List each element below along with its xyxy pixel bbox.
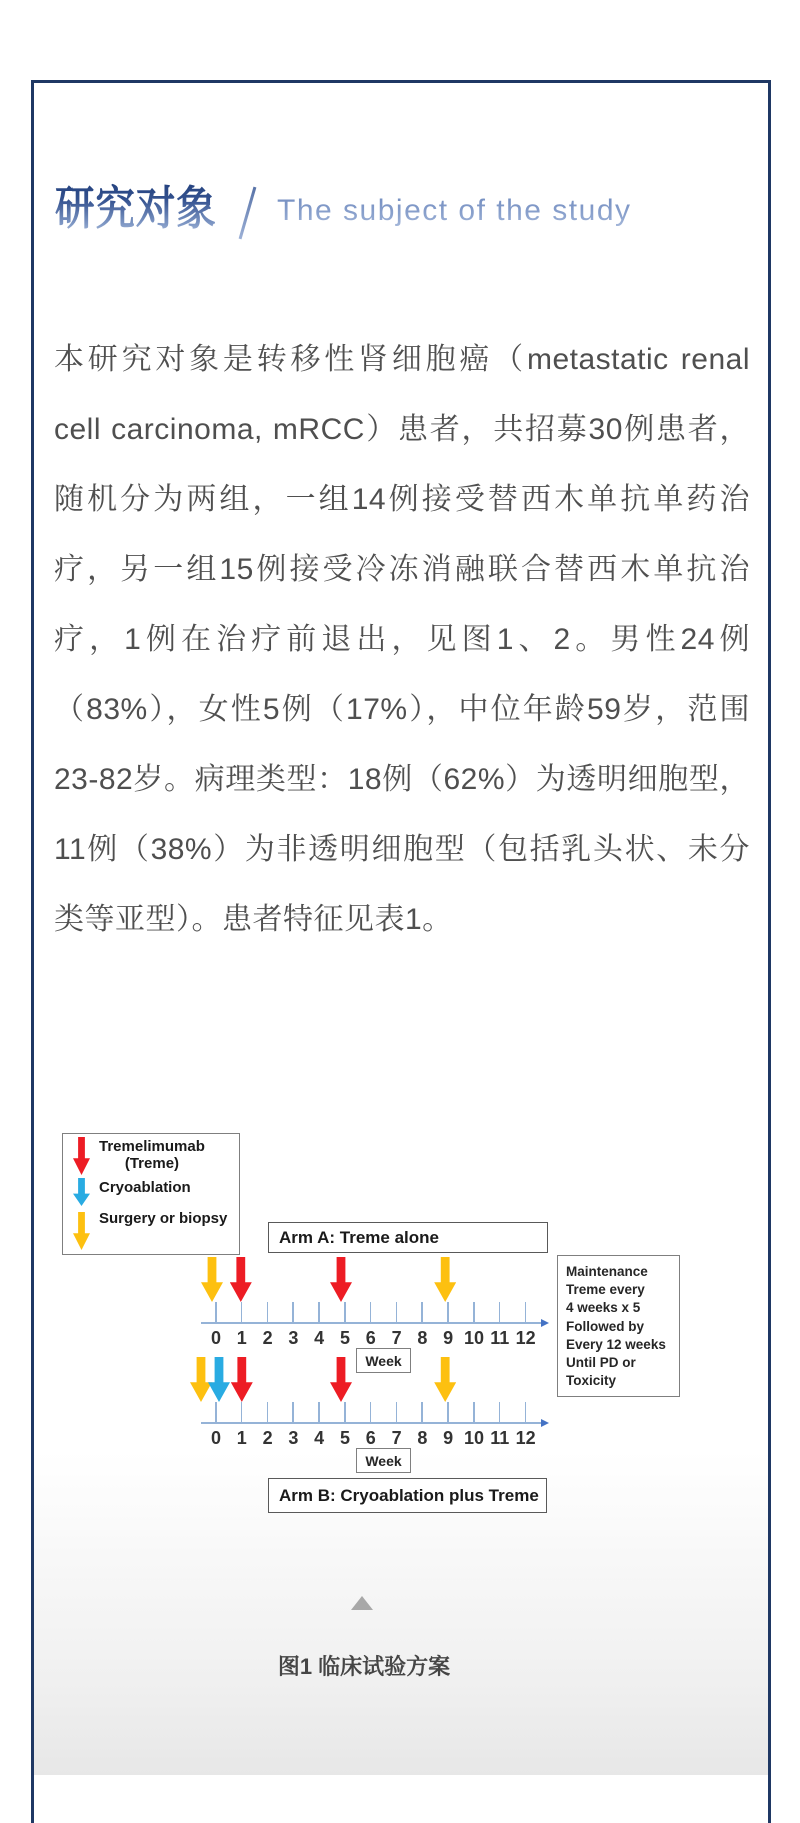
week-label-box: Week <box>356 1448 411 1473</box>
week-number-label: 1 <box>236 1328 247 1348</box>
arm-a-label-box <box>268 1222 548 1253</box>
collapse-triangle-icon <box>351 1596 373 1610</box>
legend-item <box>63 1175 239 1206</box>
timeline-tick <box>421 1402 423 1422</box>
page-title: 研究对象 <box>55 183 217 237</box>
timeline-tick <box>370 1302 372 1322</box>
week-number-label: 2 <box>262 1328 273 1348</box>
week-number-label: 0 <box>210 1328 221 1348</box>
arm-b-label: Arm B: Cryoablation plus Treme <box>279 1485 539 1505</box>
week-number-label: 3 <box>288 1428 299 1448</box>
figure-caption: 图1 临床试验方案 <box>277 1654 451 1679</box>
week-number-label: 7 <box>391 1428 402 1448</box>
timeline-axis-arrowhead-icon <box>541 1419 549 1427</box>
treme-event-arrow-icon <box>330 1357 352 1402</box>
timeline-axis <box>201 1322 541 1324</box>
title-divider-slash <box>239 187 257 240</box>
maintenance-note-line: Maintenance <box>566 1264 648 1279</box>
week-number-label: 10 <box>463 1428 485 1448</box>
maintenance-note-box <box>557 1255 680 1397</box>
week-number-label: 7 <box>391 1328 402 1348</box>
week-number-label: 12 <box>515 1428 536 1448</box>
legend-label <box>99 1179 191 1196</box>
week-number-label: 4 <box>314 1328 325 1348</box>
week-number-label: 9 <box>443 1428 454 1448</box>
timeline-tick <box>525 1302 527 1322</box>
legend-label-line: Surgery or biopsy <box>99 1210 228 1227</box>
legend-label-line: (Treme) <box>124 1155 180 1172</box>
timeline-axis <box>201 1422 541 1424</box>
timeline-tick <box>370 1402 372 1422</box>
timeline-tick <box>267 1302 269 1322</box>
timeline-tick <box>499 1302 501 1322</box>
legend-label <box>99 1210 227 1227</box>
treme-arrow-icon <box>73 1137 90 1175</box>
week-number-label: 11 <box>490 1428 510 1448</box>
cryo-event-arrow-icon <box>208 1357 230 1402</box>
maintenance-note-line: Followed by <box>566 1318 645 1334</box>
article-card <box>31 80 771 1823</box>
timeline-tick <box>292 1302 294 1322</box>
timeline-tick <box>447 1402 449 1422</box>
week-number-label: 12 <box>515 1328 536 1348</box>
timeline-tick <box>344 1402 346 1422</box>
legend-label-line: Tremelimumab <box>99 1138 205 1155</box>
week-number-label: 4 <box>314 1428 325 1448</box>
treme-event-arrow-icon <box>231 1357 253 1402</box>
week-number-label: 3 <box>288 1328 299 1348</box>
study-description-paragraph: 本研究对象是转移性肾细胞癌（metastatic renal cell carcinoma, mRCC）患者，共招募30例患者，随机分为两组，一组14例接受替西木单抗单药治疗，另一组15例接受冷冻消融联合替西木单抗治疗，1例在治疗前退出，见图1、2。男性24例（83%），女性5例（17%），中位年龄59岁，范围23-82岁。病理类型：18例（62%）为透明细胞型，11例（38%）为非透明细胞型（包括乳头状、未分类等亚型）。患者特征见表1。 <box>54 343 750 936</box>
week-number-label: 0 <box>210 1428 221 1448</box>
week-number-label: 6 <box>365 1328 376 1348</box>
legend-item <box>63 1134 239 1175</box>
week-number-label: 8 <box>417 1328 428 1348</box>
week-number-label: 1 <box>236 1428 247 1448</box>
week-number-label: 2 <box>262 1428 273 1448</box>
surgery-event-arrow-icon <box>201 1257 223 1302</box>
figure-1 <box>34 1100 768 1775</box>
arm-a-label: Arm A: Treme alone <box>279 1227 439 1247</box>
timeline-tick <box>499 1402 501 1422</box>
treme-event-arrow-icon <box>230 1257 252 1302</box>
arm-b-label-box <box>268 1478 547 1513</box>
legend-label-line: Cryoablation <box>99 1179 191 1196</box>
week-number-label: 5 <box>339 1328 350 1348</box>
timeline-axis-arrowhead-icon <box>541 1319 549 1327</box>
figure-legend <box>62 1133 240 1255</box>
timeline-tick <box>241 1302 243 1322</box>
timeline-tick <box>396 1402 398 1422</box>
week-label-box: Week <box>356 1348 411 1373</box>
timeline-tick <box>241 1402 243 1422</box>
maintenance-note-line: Treme every <box>566 1282 645 1298</box>
week-number-label: 10 <box>463 1328 485 1348</box>
timeline-tick <box>447 1302 449 1322</box>
timeline-tick <box>396 1302 398 1322</box>
week-number-label: 9 <box>443 1328 454 1348</box>
maintenance-note-line: 4 weeks x 5 <box>566 1300 641 1316</box>
surgery-event-arrow-icon <box>190 1357 212 1402</box>
page-subtitle: The subject of the study <box>277 191 632 231</box>
timeline-tick <box>525 1402 527 1422</box>
timeline-tick <box>215 1402 217 1422</box>
surgery-event-arrow-icon <box>434 1257 456 1302</box>
legend-item <box>63 1206 239 1250</box>
week-number-label: 8 <box>417 1428 428 1448</box>
timeline-tick <box>318 1302 320 1322</box>
cryo-arrow-icon <box>73 1178 90 1206</box>
timeline-tick <box>318 1402 320 1422</box>
week-number-label: 5 <box>339 1428 350 1448</box>
week-number-label: 6 <box>365 1428 376 1448</box>
timeline-tick <box>344 1302 346 1322</box>
maintenance-note-line: Until PD or <box>566 1355 636 1371</box>
surgery-arrow-icon <box>73 1212 90 1250</box>
maintenance-note-line: Every 12 weeks <box>566 1336 666 1352</box>
surgery-event-arrow-icon <box>434 1357 456 1402</box>
legend-label <box>99 1138 205 1172</box>
timeline-tick <box>473 1402 475 1422</box>
timeline-tick <box>292 1402 294 1422</box>
timeline-tick <box>215 1302 217 1322</box>
timeline-tick <box>421 1302 423 1322</box>
treme-event-arrow-icon <box>330 1257 352 1302</box>
week-number-label: 11 <box>490 1328 510 1348</box>
timeline-tick <box>473 1302 475 1322</box>
maintenance-note-line: Toxicity <box>566 1373 617 1389</box>
timeline-tick <box>267 1402 269 1422</box>
